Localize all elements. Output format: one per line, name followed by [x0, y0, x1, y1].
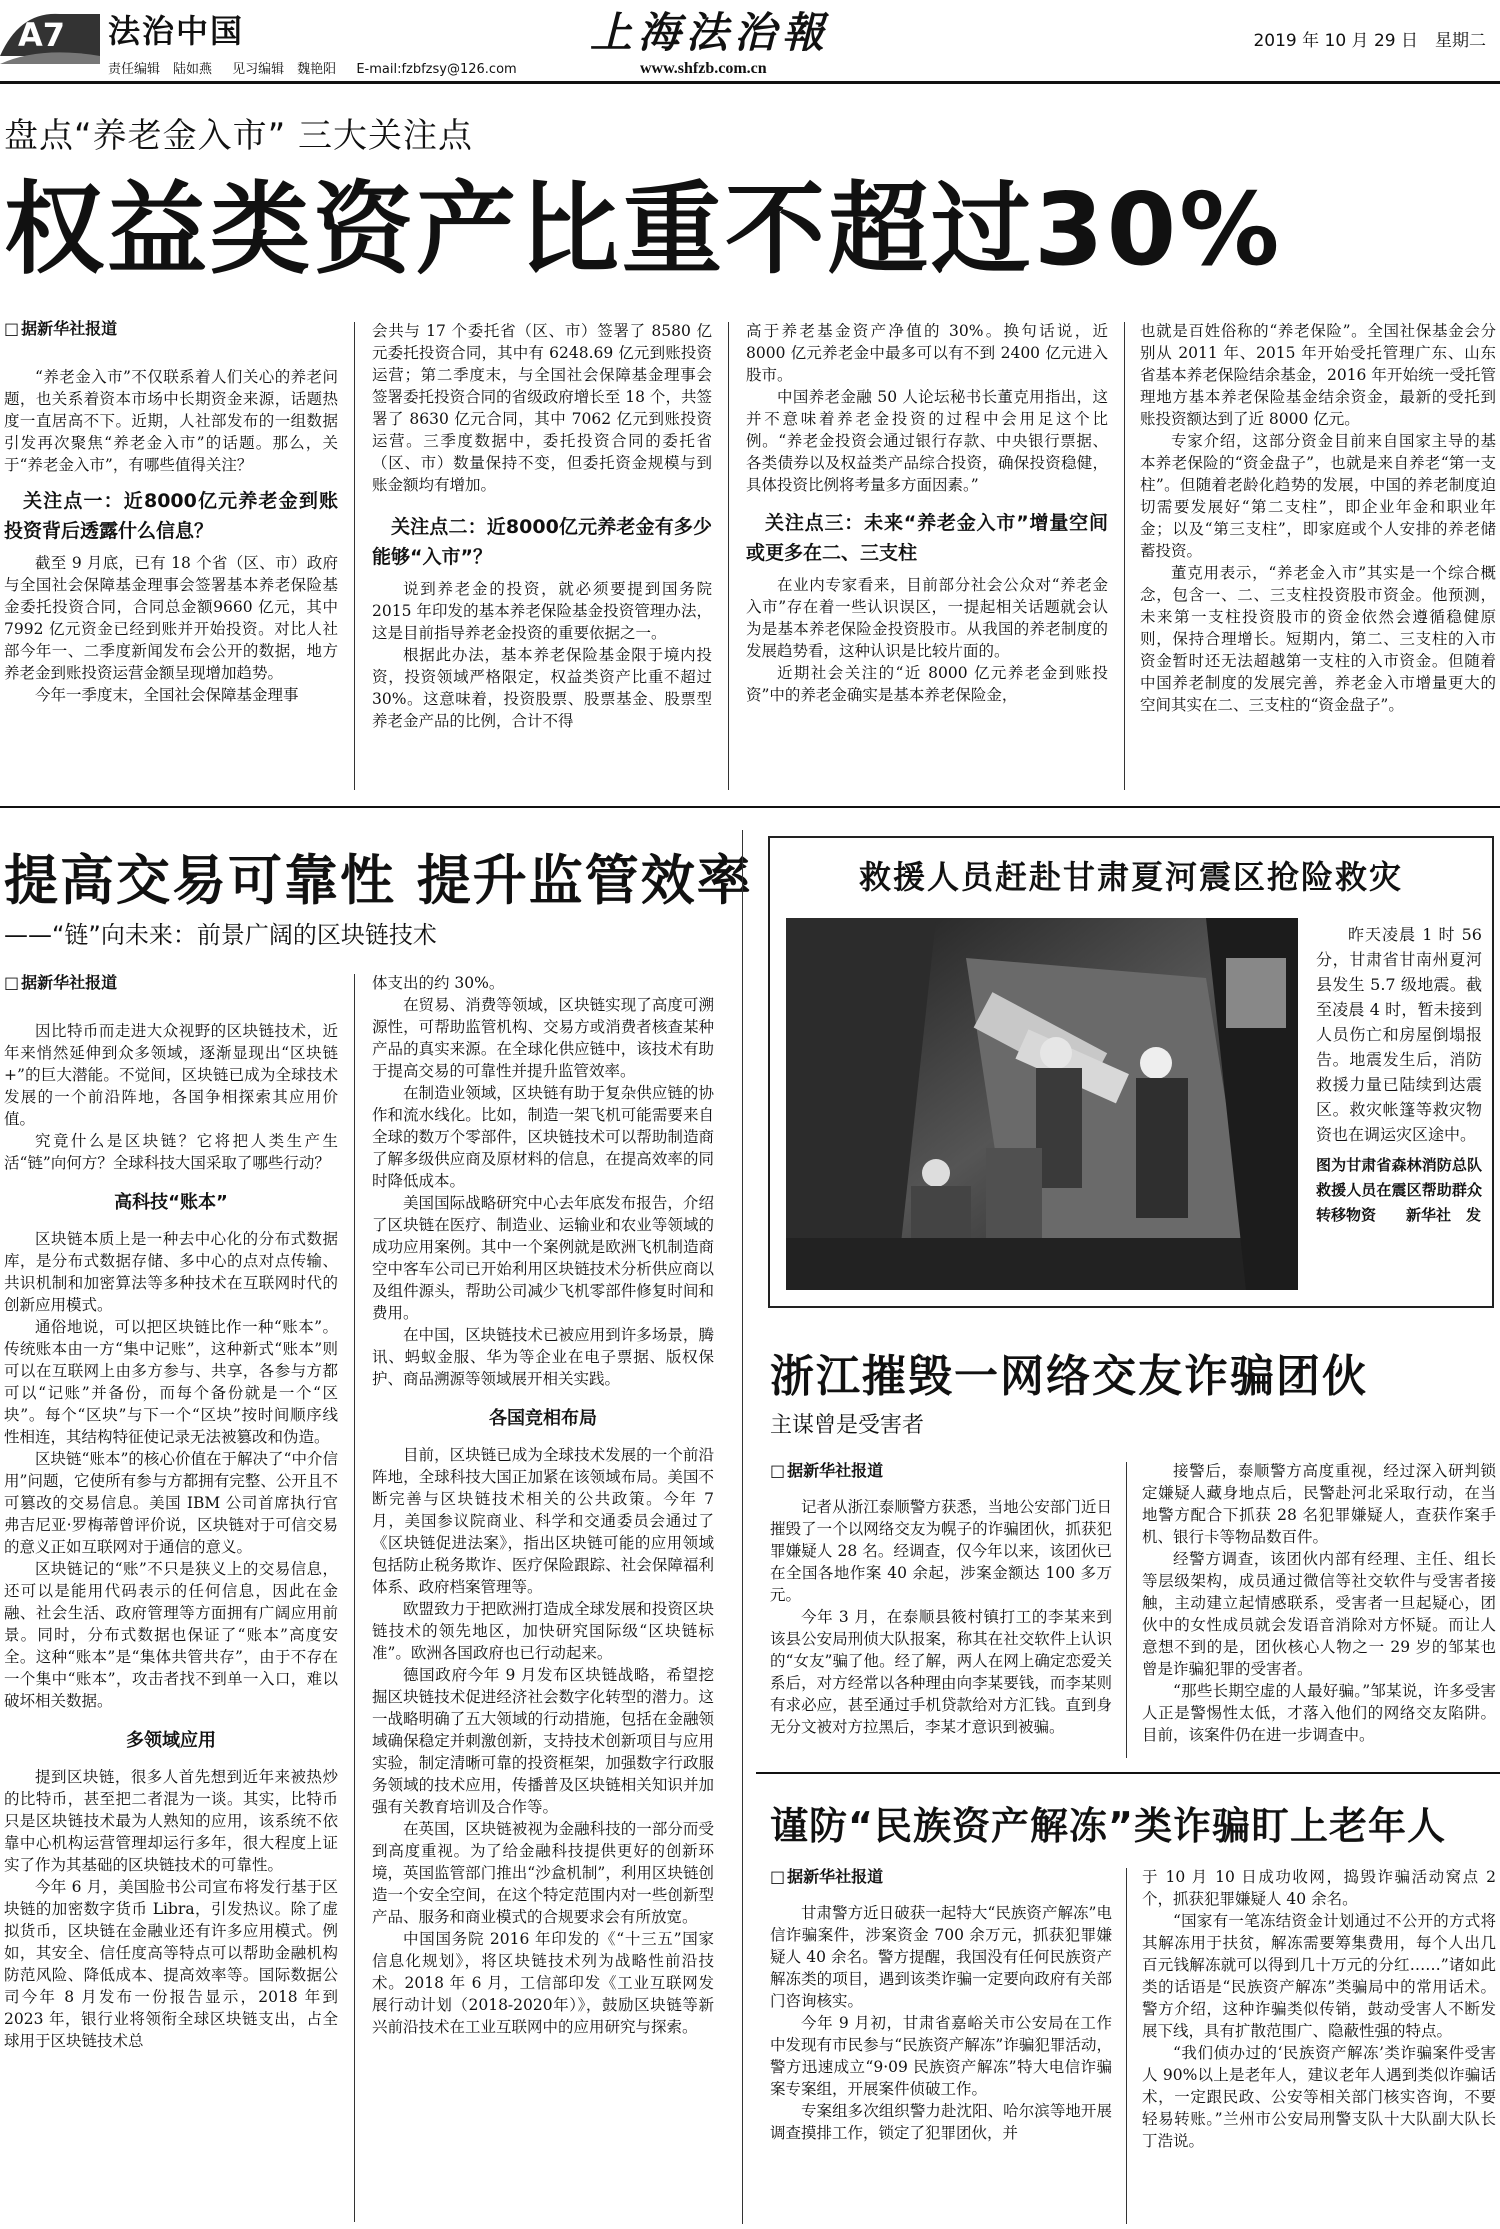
section-divider	[0, 806, 1500, 808]
paragraph: 高于养老基金资产净值的 30%。换句话说，近 8000 亿元养老金中最多可以有不到 2400 亿元进入股市。	[746, 322, 1108, 384]
newspaper-url[interactable]: www.shfzb.com.cn	[640, 60, 767, 77]
paragraph: 因比特币而走进大众视野的区块链技术，近年来悄然延伸到众多领域，逐渐显现出“区块链 +”的巨大潜能。不觉间，区块链已成为全球技术发展的一个前沿阵地，各国争相探索其应用价值。	[4, 1022, 338, 1128]
paragraph: 于 10 月 10 日成功收网，捣毁诈骗活动窝点 2 个，抓获犯罪嫌疑人 40 余名。	[1142, 1868, 1496, 1908]
paragraph: 甘肃警方近日破获一起特大“民族资产解冻”电信诈骗案件，涉案资金 700 余万元，抓获犯罪嫌疑人 40 余名。警方提醒，我国没有任何民族资产解冻类的项目，遇到该类诈骗一定要向政府有关部门咨询核实。	[770, 1904, 1112, 2010]
article2-subtitle: ——“链”向未来：前景广阔的区块链技术	[4, 921, 437, 949]
article2-subhead-2: 多领域应用	[126, 1730, 216, 1751]
article1-kicker: 盘点“养老金入市” 三大关注点	[4, 116, 474, 156]
photo-story-text	[1316, 922, 1482, 1228]
trainee-editor: 见习编辑 魏艳阳	[232, 62, 337, 77]
paragraph: “那些长期空虚的人最好骗。”邹某说，许多受害人正是警惕性太低，才落入他们的网络交友陷阱。目前，该案件仍在进一步调查中。	[1142, 1682, 1496, 1744]
editor-in-charge: 责任编辑 陆如燕	[108, 62, 213, 77]
article2-subhead-1: 高科技“账本”	[114, 1192, 228, 1213]
paragraph: 根据此办法，基本养老保险基金限于境内投资，投资领域严格限定，权益类资产比重不超过 30%。这意味着，投资股票、股票基金、股票型养老金产品的比例，合计不得	[372, 646, 712, 730]
paragraph: “养老金入市”不仅联系着人们关心的养老问题，也关系着资本市场中长期资金来源，话题热度一直居高不下。近期，人社部发布的一组数据引发再次聚焦“养老金入市”的话题。那么，关于“养老金入市”，有哪些值得关注？	[4, 368, 338, 474]
paragraph: 体支出的约 30%。	[372, 974, 505, 992]
column-divider	[354, 322, 355, 790]
paragraph: 记者从浙江泰顺警方获悉，当地公安部门近日摧毁了一个以网络交友为幌子的诈骗团伙，抓获犯罪嫌疑人 28 名。经调查，仅今年以来，该团伙已在全国各地作案 40 余起，涉案金额达 100 多万元。	[770, 1498, 1112, 1604]
editor-email: E-mail:fzbfzsy@126.com	[356, 62, 517, 77]
paragraph: 通俗地说，可以把区块链比作一种“账本”。传统账本由一方“集中记账”，这种新式“账本”则可以在互联网上由多方参与、共享，各参与方都可以“记账”并备份，而每个备份就是一个“区块”。每个“区块”与下一个“区块”按时间顺序线性相连，其结构特征使记录无法被篡改和伪造。	[4, 1318, 338, 1446]
paragraph: 今年一季度末，全国社会保障基金理事	[35, 686, 299, 704]
article2-subhead-3: 各国竞相布局	[489, 1408, 597, 1429]
column-divider	[354, 974, 355, 2222]
paragraph: 区块链“账本”的核心价值在于解决了“中介信用”问题，它使所有参与方都拥有完整、公开且不可篡改的交易信息。美国 IBM 公司首席执行官弗吉尼亚·罗梅蒂曾评价说，区块链对于可信交易的意义正如互联网对于通信的意义。	[4, 1450, 338, 1556]
section-name: 法治中国	[108, 12, 245, 50]
article2-headline: 提高交易可靠性 提升监管效率	[4, 849, 753, 912]
paragraph: 中国养老金融 50 人论坛秘书长董克用指出，这并不意味着养老金投资的过程中会用足这个比例。“养老金投资会通过银行存款、中央银行票据、各类债券以及权益类产品综合投资，确保投资稳健，具体投资比例将考量多方面因素。”	[746, 388, 1108, 494]
photo-story-title: 救援人员赶赴甘肃夏河震区抢险救灾	[858, 858, 1403, 896]
paragraph: 近期社会关注的“近 8000 亿元养老金到账投资”中的养老金确实是基本养老保险金，	[746, 664, 1108, 704]
article2-byline: □ 据新华社报道	[4, 972, 338, 994]
article1-subhead-2: 关注点二：近8000亿元养老金有多少能够“入市”？	[372, 516, 712, 568]
paragraph: 会共与 17 个委托省（区、市）签署了 8580 亿元委托投资合同，其中有 6248.69 亿元到账投资运营；第二季度末，与全国社会保障基金理事会签署委托投资合同的省级政府增长至 18 个，共签署了 8630 亿元合同，其中 7062 亿元到账投资运营。三季度数据中，委托投资合同的委托省（区、市）数量保持不变，但委托资金规模与到账金额均有增加。	[372, 322, 712, 494]
article3-column-1	[770, 1460, 1112, 1760]
article1-subhead-1: 关注点一：近8000亿元养老金到账投资背后透露什么信息？	[4, 490, 338, 542]
page-number-badge	[0, 6, 100, 66]
column-divider	[728, 322, 729, 790]
column-divider	[1124, 322, 1125, 790]
section-divider	[756, 1772, 1500, 1774]
paragraph: 提到区块链，很多人首先想到近年来被热炒的比特币，甚至把二者混为一谈。其实，比特币只是区块链技术最为人熟知的应用，该系统不依靠中心机构运营管理却运行多年，很大程度上证实了作为其基础的区块链技术的可靠性。	[4, 1768, 338, 1874]
paragraph: 美国国际战略研究中心去年底发布报告，介绍了区块链在医疗、制造业、运输业和农业等领域的成功应用案例。其中一个案例就是欧洲飞机制造商空中客车公司已开始利用区块链技术分析供应商以及组件源头，帮助公司减少飞机零部件修复时间和费用。	[372, 1194, 714, 1322]
column-divider	[742, 830, 743, 2224]
paragraph: 经警方调查，该团伙内部有经理、主任、组长等层级架构，成员通过微信等社交软件与受害者接触，主动建立起情感联系，受害者一旦起疑心，团伙中的女性成员就会发语音消除对方怀疑。而让人意想不到的是，团伙核心人物之一 29 岁的邹某也曾是诈骗犯罪的受害者。	[1142, 1550, 1496, 1678]
paragraph: 董克用表示，“养老金入市”其实是一个综合概念，包含一、二、三支柱投资股市资金。他预测，未来第一支柱投资股市的资金依然会遵循稳健原则，保持合理增长。短期内，第二、三支柱的入市资金暂时还无法超越第一支柱的入市资金。但随着中国养老制度的发展完善，养老金入市增量更大的空间其实在二、三支柱的“资金盘子”。	[1140, 564, 1496, 714]
photo-story-box	[768, 836, 1494, 1308]
article3-headline: 浙江摧毁一网络交友诈骗团伙	[770, 1351, 1368, 1402]
paragraph: 中国国务院 2016 年印发的《“十三五”国家信息化规划》，将区块链技术列为战略性前沿技术。2018 年 6 月，工信部印发《工业互联网发展行动计划（2018-2020年）》，鼓励区块链等新兴前沿技术在工业互联网中的应用研究与探索。	[372, 1930, 714, 2036]
article1-column-4	[1140, 320, 1496, 794]
article1-byline: □ 据新华社报道	[4, 318, 338, 340]
column-divider	[1126, 1462, 1127, 1758]
newspaper-logo: 上海法治報	[590, 8, 831, 57]
paragraph: 截至 9 月底，已有 18 个省（区、市）政府与全国社会保障基金理事会签署基本养老保险基金委托投资合同，合同总金额9660 亿元，其中 7992 亿元资金已经到账并开始投资。对比人社部今年一、二季度新闻发布会公开的数据，地方养老金到账投资运营金额呈现增加趋势。	[4, 554, 338, 682]
rescue-scene-photo	[786, 918, 1298, 1290]
article1-subhead-3: 关注点三：未来“养老金入市”增量空间或更多在二、三支柱	[746, 512, 1108, 564]
paragraph: 专家介绍，这部分资金目前来自国家主导的基本养老保险的“资金盘子”，也就是来自养老“第一支柱”。但随着老龄化趋势的发展，中国的养老制度迫切需要发展好“第二支柱”，即企业年金和职业年金；以及“第三支柱”，即家庭或个人安排的养老储蓄投资。	[1140, 432, 1496, 560]
photo-caption-credit: 图为甘肃省森林消防总队救援人员在震区帮助群众转移物资 新华社 发	[1316, 1156, 1482, 1224]
paragraph: 区块链记的“账”不只是狭义上的交易信息，还可以是能用代码表示的任何信息，因此在金融、社会生活、政府管理等方面拥有广阔应用前景。同时，分布式数据也保证了“账本”高度安全。这种“账本”是“集体共管共存”，由于不存在一个集中“账本”，攻击者找不到单一入口，难以破坏相关数据。	[4, 1560, 338, 1710]
article4-headline: 谨防“民族资产解冻”类诈骗盯上老年人	[770, 1804, 1446, 1848]
article1-column-2	[372, 320, 712, 794]
paragraph: 在英国，区块链被视为金融科技的一部分而受到高度重视。为了给金融科技提供更好的创新环境，英国监管部门推出“沙盒机制”，利用区块链创造一个安全空间，在这个特定范围内对一些创新型产品、服务和商业模式的合规要求会有所放宽。	[372, 1820, 714, 1926]
news-photo	[786, 918, 1298, 1290]
paragraph: “我们侦办过的‘民族资产解冻’类诈骗案件受害人 90%以上是老年人，建议老年人遇到类似诈骗话术，一定跟民政、公安等相关部门核实咨询，不要轻易转账。”兰州市公安局刑警支队十大队副大队长丁浩说。	[1142, 2044, 1496, 2150]
paragraph: 今年 9 月初，甘肃省嘉峪关市公安局在工作中发现有市民参与“民族资产解冻”诈骗犯罪活动，警方迅速成立“9·09 民族资产解冻”特大电信诈骗案专案组，开展案件侦破工作。	[770, 2014, 1112, 2098]
paragraph: 德国政府今年 9 月发布区块链战略，希望挖掘区块链技术促进经济社会数字化转型的潜力。这一战略明确了五大领域的行动措施，包括在金融领域确保稳定并刺激创新，支持技术创新项目与应用实验，制定清晰可靠的投资框架，加强数字行政服务领域的技术应用，传播普及区块链相关知识并加强有关教育培训及合作等。	[372, 1666, 714, 1816]
article4-byline: □ 据新华社报道	[770, 1866, 1112, 1888]
paragraph: 欧盟致力于把欧洲打造成全球发展和投资区块链技术的领先地区，加快研究国际级“区块链标准”。欧洲各国政府也已行动起来。	[372, 1600, 714, 1662]
paragraph: 今年 6 月，美国脸书公司宣布将发行基于区块链的加密数字货币 Libra，引发热议。除了虚拟货币，区块链在金融业还有许多应用模式。例如，其安全、信任度高等特点可以帮助金融机构防范风险、降低成本、提高效率等。国际数据公司今年 8 月发布一份报告显示，2018 年到 2023 年，银行业将领衔全球区块链支出，占全球用于区块链技术总	[4, 1878, 338, 2050]
article2-column-2	[372, 972, 714, 2224]
publication-date: 2019 年 10 月 29 日 星期二	[1253, 31, 1486, 51]
paragraph: 在贸易、消费等领域，区块链实现了高度可溯源性，可帮助监管机构、交易方或消费者核查某种产品的真实来源。在全球化供应链中，该技术有助于提高交易的可靠性并提升监管效率。	[372, 996, 714, 1080]
paragraph: 在中国，区块链技术已被应用到许多场景，腾讯、蚂蚁金服、华为等企业在电子票据、版权保护、商品溯源等领域展开相关实践。	[372, 1326, 714, 1388]
article4-column-1	[770, 1866, 1112, 2224]
article1-column-1	[4, 318, 338, 794]
article1-column-3	[746, 320, 1108, 794]
article1-headline: 权益类资产比重不超过30%	[4, 171, 1283, 288]
column-divider	[1126, 1868, 1127, 2224]
paragraph: 目前，区块链已成为全球技术发展的一个前沿阵地，全球科技大国正加紧在该领域布局。美国不断完善与区块链技术相关的公共政策。今年 7 月，美国参议院商业、科学和交通委员会通过了《区块链促进法案》，指出区块链可能的应用领域包括防止税务欺诈、医疗保险跟踪、社会保障福利体系、政府档案管理等。	[372, 1446, 714, 1596]
paragraph: 说到养老金的投资，就必须要提到国务院 2015 年印发的基本养老保险基金投资管理办法，这是目前指导养老金投资的重要依据之一。	[372, 580, 712, 642]
article3-subtitle: 主谋曾是受害者	[770, 1413, 925, 1438]
article3-column-2	[1142, 1460, 1496, 1760]
page-number: A7	[18, 16, 66, 54]
article4-column-2	[1142, 1866, 1496, 2224]
paragraph: 今年 3 月，在泰顺县筱村镇打工的李某来到该县公安局刑侦大队报案，称其在社交软件上认识的“女友”骗了他。经了解，两人在网上确定恋爱关系后，对方经常以各种理由向李某要钱，而李某则有求必应，甚至通过手机贷款给对方汇钱。直到身无分文被对方拉黑后，李某才意识到被骗。	[770, 1608, 1112, 1736]
paragraph: 区块链本质上是一种去中心化的分布式数据库，是分布式数据存储、多中心的点对点传输、共识机制和加密算法等多种技术在互联网时代的创新应用模式。	[4, 1230, 338, 1314]
paragraph: 专案组多次组织警力赴沈阳、哈尔滨等地开展调查摸排工作，锁定了犯罪团伙，并	[770, 2102, 1112, 2142]
article2-column-1	[4, 972, 338, 2224]
paragraph: 接警后，泰顺警方高度重视，经过深入研判锁定嫌疑人藏身地点后，民警赴河北采取行动，在当地警方配合下抓获 28 名犯罪嫌疑人，查获作案手机、银行卡等物品数百件。	[1142, 1462, 1496, 1546]
masthead	[0, 0, 1500, 84]
paragraph: 在业内专家看来，目前部分社会公众对“养老金入市”存在着一些认识误区，一提起相关话题就会认为是基本养老保险金投资股市。从我国的养老制度的发展趋势看，这种认识是比较片面的。	[746, 576, 1108, 660]
editor-credits	[108, 58, 533, 77]
paragraph: 在制造业领域，区块链有助于复杂供应链的协作和流水线化。比如，制造一架飞机可能需要来自全球的数万个零部件，区块链技术可以帮助制造商了解多级供应商及原材料的信息，在提高效率的同时降低成本。	[372, 1084, 714, 1190]
paragraph: “国家有一笔冻结资金计划通过不公开的方式将其解冻用于扶贫，解冻需要筹集费用，每个人出几百元钱解冻就可以得到几十万元的分红……”诸如此类的话语是“民族资产解冻”类骗局中的常用话术。警方介绍，这种诈骗类似传销，鼓动受害人不断发展下线，具有扩散范围广、隐蔽性强的特点。	[1142, 1912, 1496, 2040]
article3-byline: □ 据新华社报道	[770, 1460, 1112, 1482]
paragraph: 究竟什么是区块链？它将把人类生产生活“链”向何方？全球科技大国采取了哪些行动？	[4, 1132, 338, 1172]
paragraph: 昨天凌晨 1 时 56 分，甘肃省甘南州夏河县发生 5.7 级地震。截至凌晨 4 时，暂未接到人员伤亡和房屋倒塌报告。地震发生后，消防救援力量已陆续到达震区。救灾帐篷等救灾物资也在调运灾区途中。	[1316, 925, 1482, 1144]
paragraph: 也就是百姓俗称的“养老保险”。全国社保基金会分别从 2011 年、2015 年开始受托管理广东、山东省基本养老保险结余基金，2016 年开始统一受托管理地方基本养老保险基金结余资金，最新的受托到账投资额达到了近 8000 亿元。	[1140, 322, 1496, 428]
